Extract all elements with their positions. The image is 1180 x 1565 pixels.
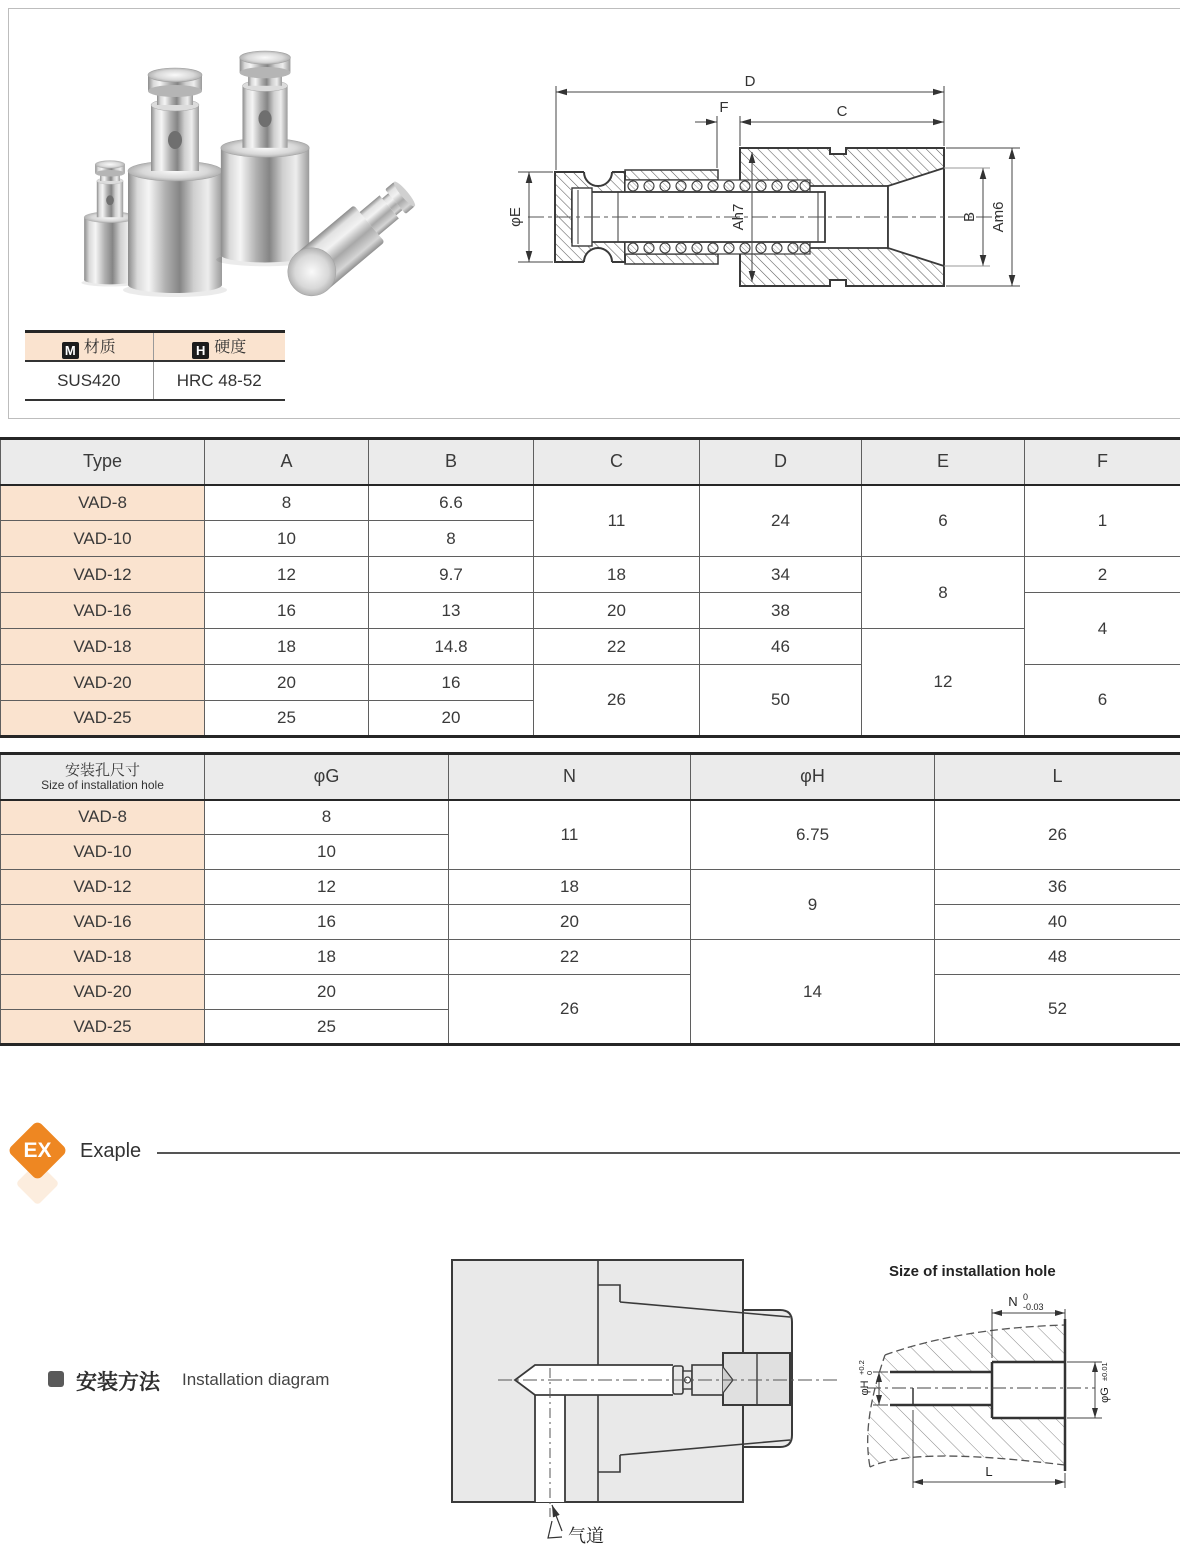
air-channel-label: 气道 — [568, 1526, 604, 1546]
table-row: VAD-25 25 — [1, 1010, 1180, 1045]
hardness-value: HRC 48-52 — [153, 361, 285, 400]
material-value: SUS420 — [25, 361, 153, 400]
valve-photo-medium — [216, 51, 314, 266]
section-drawing — [500, 40, 1180, 325]
dim-label-C: C — [836, 103, 848, 120]
material-header-cell: M 材质 — [25, 332, 153, 362]
table-row: VAD-8 8 6.6 11 24 6 1 — [1, 485, 1180, 521]
table-row: VAD-10 10 8 — [1, 521, 1180, 557]
dim-label-F: F — [719, 99, 729, 116]
dimensions-table — [0, 437, 1180, 738]
dim-label-Am6: Am6 — [990, 201, 1007, 233]
table-row: VAD-25 25 20 — [1, 701, 1180, 737]
dim-label-N: N — [1008, 1294, 1018, 1309]
dimensions-table-header: Type A B C D E F — [1, 439, 1180, 485]
product-photo — [60, 28, 420, 318]
hardness-header-cell: H 硬度 — [153, 332, 285, 362]
installation-diagram — [440, 1255, 850, 1565]
table-row: VAD-18 18 14.8 22 46 12 — [1, 629, 1180, 665]
material-table-header — [25, 332, 285, 362]
material-table-row — [25, 361, 285, 400]
material-table — [25, 330, 285, 401]
dim-phiH-tol-lower: 0 — [865, 1370, 874, 1375]
divider-line — [157, 1152, 1180, 1154]
dim-label-phiH: φH — [859, 1380, 871, 1396]
dim-phiG-tol: ±0.01 — [1100, 1362, 1109, 1381]
dim-label-L: L — [985, 1464, 993, 1479]
hole-diagram-title: Size of installation hole — [889, 1263, 1056, 1280]
dim-label-phiE: φE — [507, 207, 524, 227]
dim-label-D: D — [744, 73, 756, 90]
installation-hole-diagram — [855, 1255, 1180, 1565]
dim-label-Ah7: Ah7 — [730, 203, 747, 231]
hardness-icon: H — [192, 342, 209, 359]
table-row: VAD-20 20 16 26 50 6 — [1, 665, 1180, 701]
hole-table-title-cell: 安装孔尺寸 Size of installation hole — [1, 754, 205, 800]
dim-label-phiG: φG — [1099, 1387, 1111, 1403]
installation-hole-table — [0, 752, 1180, 1046]
dim-phiH-tol-upper: +0.2 — [857, 1360, 866, 1375]
table-row: VAD-12 12 18 9 36 — [1, 870, 1180, 905]
table-row: VAD-10 10 — [1, 835, 1180, 870]
table-row: VAD-12 12 9.7 18 34 8 2 — [1, 557, 1180, 593]
example-label: Exaple — [80, 1140, 142, 1162]
table-row: VAD-18 18 22 14 48 — [1, 940, 1180, 975]
table-row: VAD-16 16 13 20 38 4 — [1, 593, 1180, 629]
table-row: VAD-20 20 26 52 — [1, 975, 1180, 1010]
install-method-en: Installation diagram — [182, 1370, 330, 1389]
dim-N-tol-upper: 0 — [1023, 1292, 1029, 1302]
install-method-zh: 安装方法 — [76, 1371, 160, 1394]
dim-N-tol-lower: -0.03 — [1023, 1302, 1044, 1312]
ex-badge-icon: EX — [7, 1120, 68, 1181]
square-bullet-icon — [48, 1371, 64, 1387]
dim-label-B: B — [961, 211, 978, 223]
valve-photo-large — [123, 68, 227, 297]
material-icon: M — [62, 342, 79, 359]
table-row: VAD-16 16 20 40 — [1, 905, 1180, 940]
installation-hole-table-header: 安装孔尺寸 Size of installation hole φG N φH L — [1, 754, 1180, 800]
table-row: VAD-8 8 11 6.75 26 — [1, 800, 1180, 835]
